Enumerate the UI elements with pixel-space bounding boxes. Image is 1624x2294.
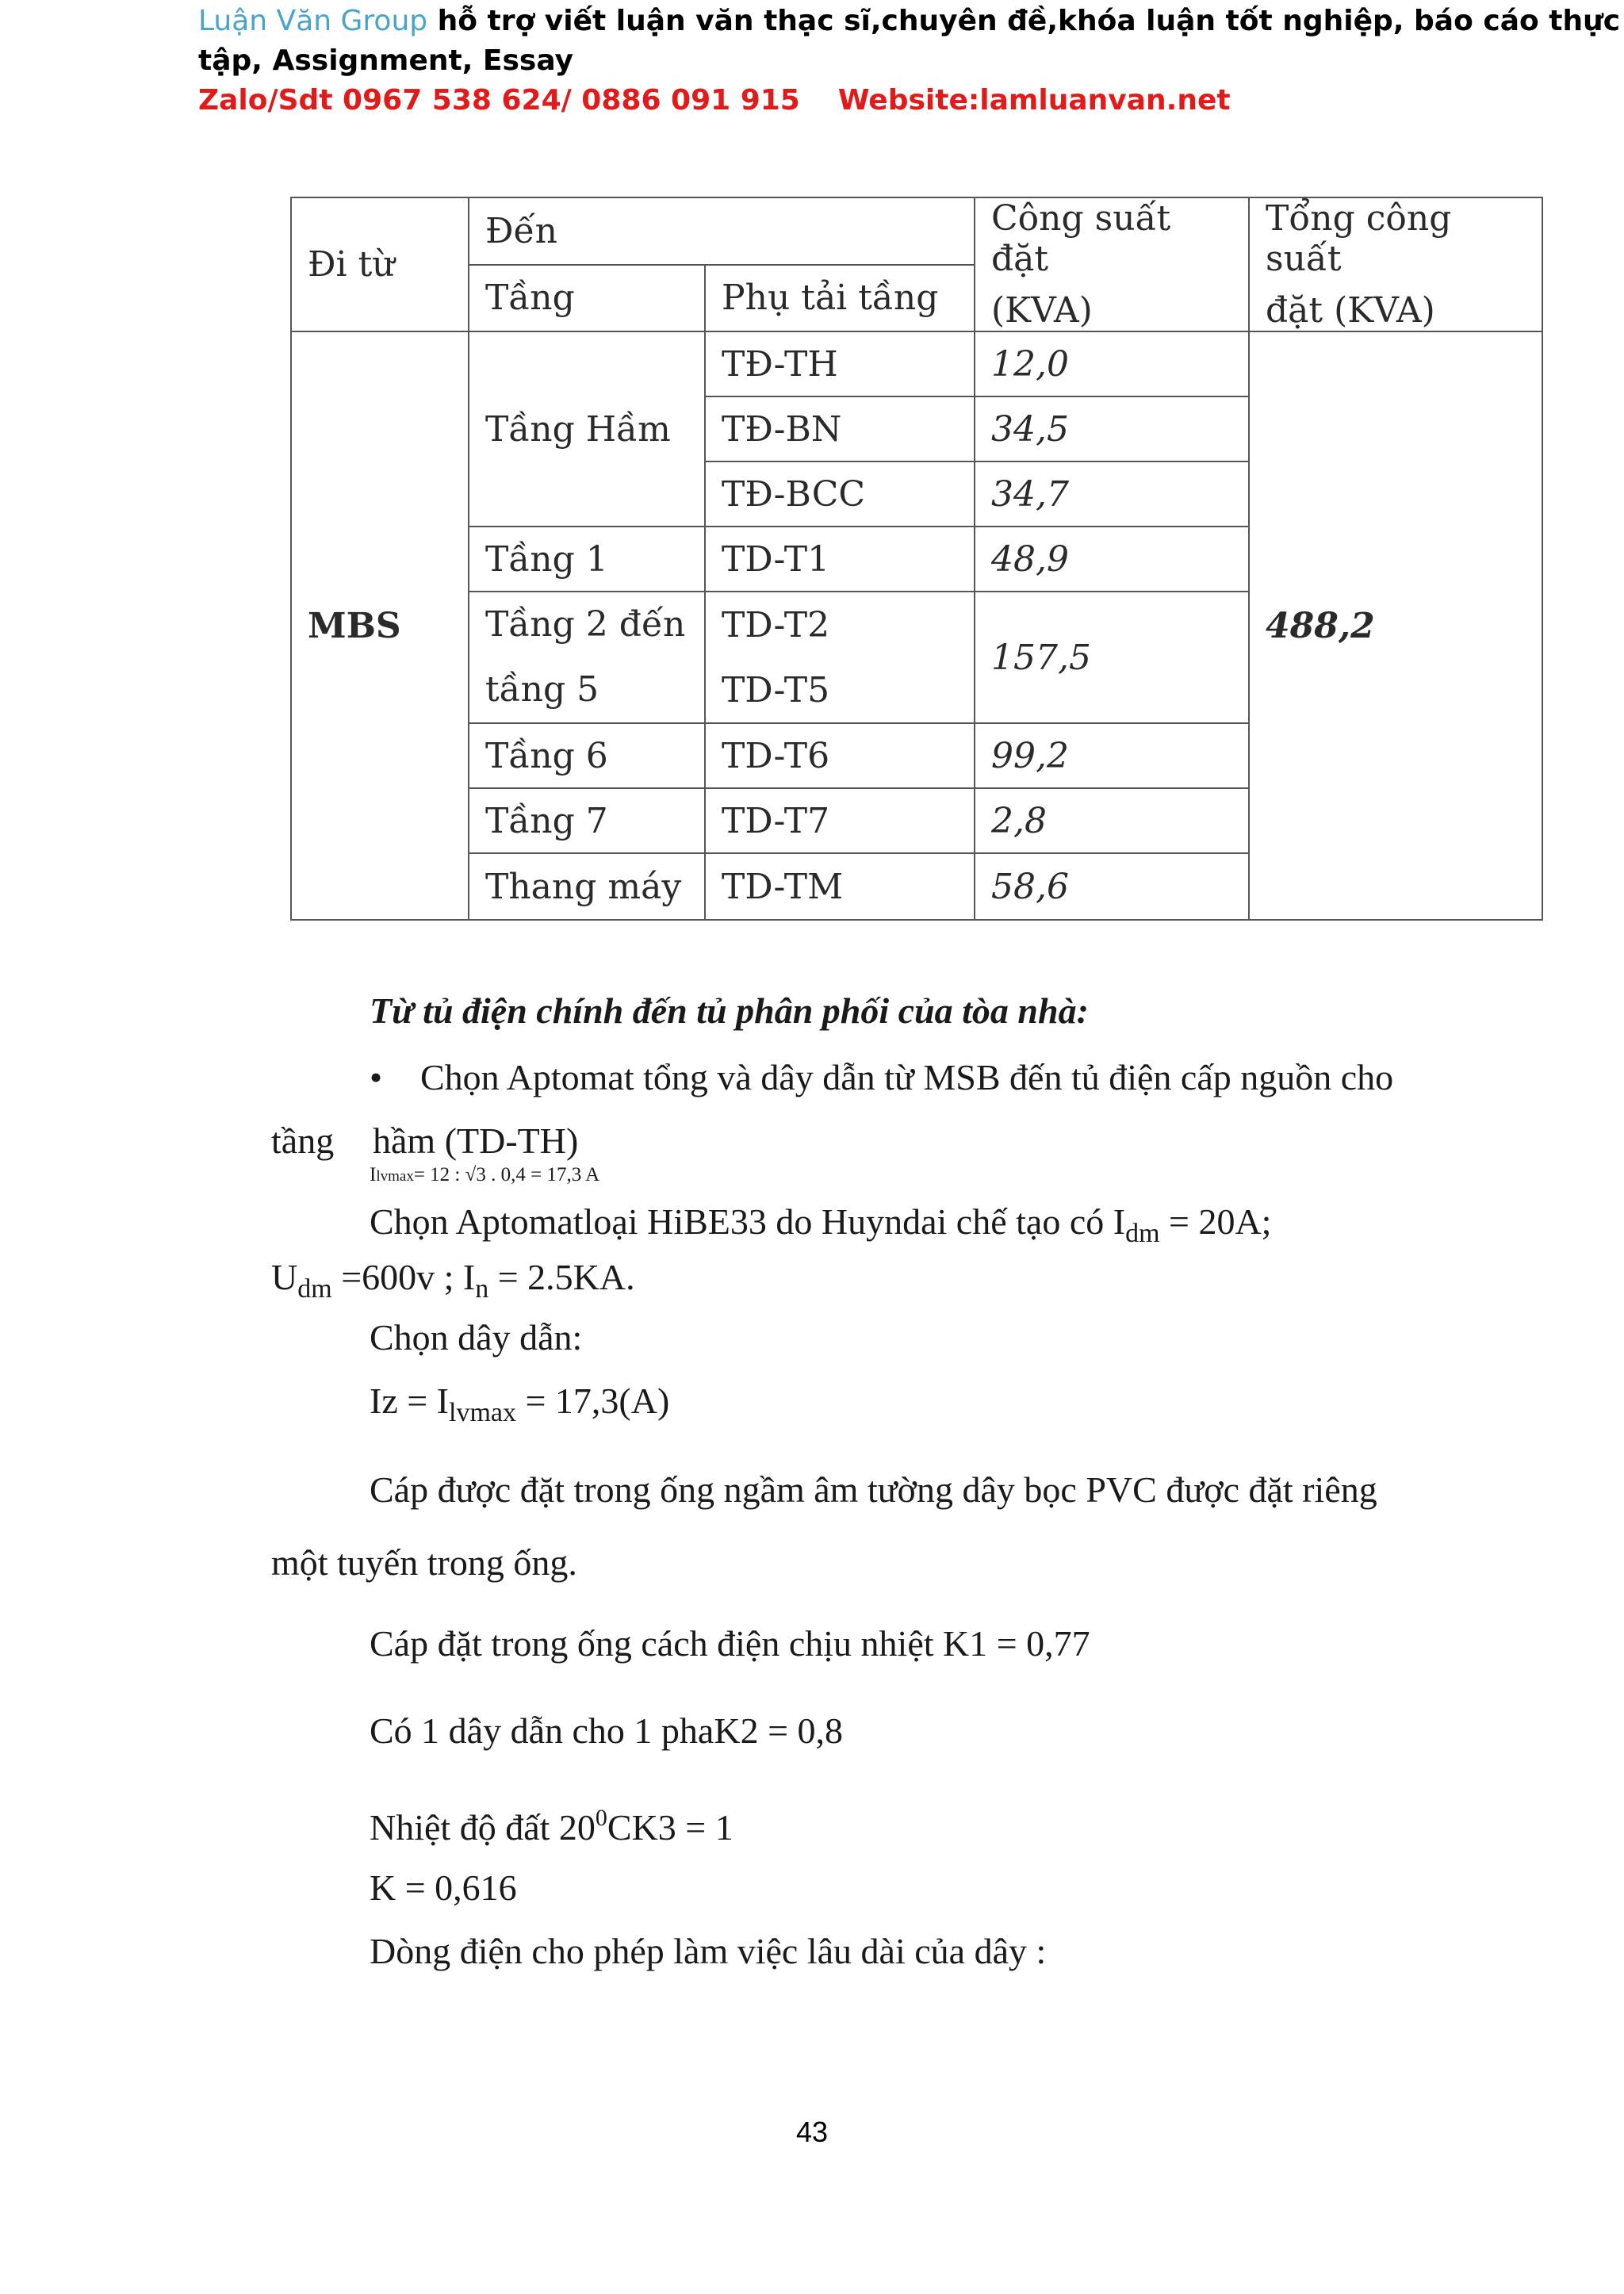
cable-text-2: một tuyến trong ống.: [271, 1542, 577, 1583]
load-cell: TD-T2: [705, 592, 975, 657]
floor-cell: Thang máy: [469, 853, 705, 920]
header-total-line2: đặt (KVA): [1266, 290, 1435, 331]
iz-subscript: lvmax: [449, 1398, 516, 1427]
bullet-text: Chọn Aptomat tổng và dây dẫn từ MSB đến tủ điện cấp nguồn cho: [420, 1057, 1394, 1097]
page-number: 43: [795, 2116, 829, 2148]
floor-line-2: tầng 5: [485, 669, 599, 710]
power-cell: 157,5: [975, 592, 1249, 723]
header-text: hỗ trợ viết luận văn thạc sĩ,chuyên đề,khóa luận tốt nghiệp, báo cáo thực: [427, 5, 1621, 37]
floor-cell: Tầng 1: [469, 527, 705, 592]
in-value: = 2.5KA.: [488, 1257, 635, 1297]
header-floor: Tầng: [469, 265, 705, 332]
udm-subscript: dm: [297, 1274, 332, 1304]
power-cell: 99,2: [975, 723, 1249, 788]
load-cell: TD-T5: [705, 657, 975, 723]
iz-line: [370, 1380, 670, 1427]
load-cell: TD-T6: [705, 723, 975, 788]
header-from: Đi từ: [291, 197, 469, 331]
header-contact-line: [198, 81, 1231, 121]
floor-cell: [469, 592, 705, 723]
k3-value: CK3 = 1: [607, 1807, 733, 1848]
bullet-marker: •: [370, 1057, 383, 1097]
load-cell: TD-T7: [705, 788, 975, 853]
power-cell: 12,0: [975, 331, 1249, 396]
section-heading: Từ tủ điện chính đến tủ phân phối của tòa nhà:: [370, 990, 1089, 1031]
k3-text: Nhiệt độ đất 20: [370, 1807, 596, 1848]
total-cell: 488,2: [1249, 331, 1542, 920]
k1-line: Cáp đặt trong ống cách điện chịu nhiệt K1 = 0,77: [370, 1623, 1090, 1664]
power-cell: 2,8: [975, 788, 1249, 853]
aptomat-line: [370, 1201, 1272, 1248]
header-total-line1: Tổng công suất: [1266, 198, 1452, 279]
header-total: [1249, 197, 1542, 331]
bullet-continuation-b: hầm (TD-TH): [373, 1120, 579, 1161]
iz-symbol: Iz = I: [370, 1381, 449, 1421]
source-cell: MBS: [291, 331, 469, 920]
aptomat-text: Chọn Aptomatloại HiBE33 do Huyndai chế tạo có I: [370, 1201, 1126, 1242]
aptomat-subscript: dm: [1125, 1219, 1160, 1248]
load-cell: TĐ-BCC: [705, 461, 975, 527]
header-line-2: tập, Assignment, Essay: [198, 44, 574, 77]
choose-wire: Chọn dây dẫn:: [370, 1317, 583, 1358]
load-cell: TD-TM: [705, 853, 975, 920]
power-cell: 48,9: [975, 527, 1249, 592]
aptomat-value: = 20A;: [1159, 1201, 1272, 1242]
header-line-1: [198, 2, 1620, 41]
load-cell: TD-T1: [705, 527, 975, 592]
brand-name: Luận Văn Group: [198, 5, 428, 37]
header-power: [975, 197, 1249, 331]
bullet-continuation-a: tầng: [271, 1120, 335, 1161]
floor-cell: Tầng Hầm: [469, 331, 705, 527]
floor-cell: Tầng 7: [469, 788, 705, 853]
formula-subscript: lvmax: [376, 1168, 414, 1185]
header-contact: Zalo/Sdt 0967 538 624/ 0886 091 915: [198, 84, 800, 117]
header-floor-load: Phụ tải tầng: [705, 265, 975, 332]
header-power-line1: Công suất đặt: [991, 198, 1171, 279]
udm-value: =600v ; I: [331, 1257, 476, 1297]
header-website: Website:lamluanvan.net: [837, 84, 1231, 117]
k3-line: [370, 1806, 733, 1848]
udm-symbol: U: [271, 1257, 298, 1297]
power-cell: 58,6: [975, 853, 1249, 920]
header-power-line2: (KVA): [991, 290, 1093, 331]
iz-value: = 17,3(A): [515, 1381, 670, 1421]
header-to: Đến: [469, 197, 975, 265]
formula-line: [370, 1164, 599, 1186]
load-cell: TĐ-TH: [705, 331, 975, 396]
k3-superscript: 0: [595, 1805, 607, 1831]
cable-text-1: Cáp được đặt trong ống ngầm âm tường dây bọc PVC được đặt riêng: [370, 1469, 1377, 1510]
k2-line: Có 1 dây dẫn cho 1 phaK2 = 0,8: [370, 1710, 844, 1751]
in-subscript: n: [475, 1274, 489, 1304]
formula-expression: = 12 : √3 . 0,4 = 17,3 A: [413, 1164, 600, 1185]
load-table: [290, 197, 1543, 921]
formula-symbol: I: [370, 1164, 377, 1185]
k-line: K = 0,616: [370, 1867, 517, 1908]
load-cell: TĐ-BN: [705, 396, 975, 461]
power-cell: 34,7: [975, 461, 1249, 527]
power-cell: 34,5: [975, 396, 1249, 461]
rating-line: [271, 1256, 635, 1304]
floor-line-1: Tầng 2 đến: [485, 604, 686, 645]
floor-cell: Tầng 6: [469, 723, 705, 788]
current-line: Dòng điện cho phép làm việc lâu dài của dây :: [370, 1931, 1047, 1971]
